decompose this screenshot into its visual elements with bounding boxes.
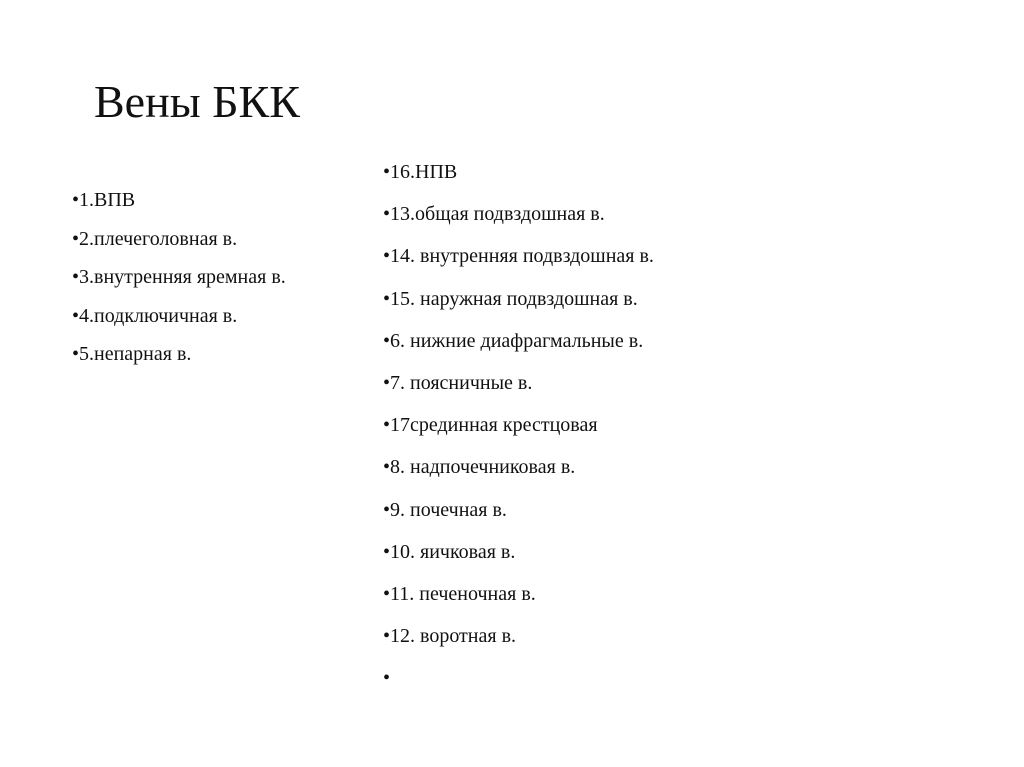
bullet-icon: • (72, 189, 80, 211)
list-item-text: 17срединная крестцовая (390, 414, 598, 437)
bullet-icon: • (383, 414, 391, 437)
right-bullet-list (383, 158, 654, 706)
list-item (383, 622, 654, 664)
bullet-icon: • (383, 498, 391, 521)
list-item-text: 6. нижние диафрагмальные в. (390, 329, 644, 352)
list-item-text: 13.общая подвздошная в. (390, 203, 605, 226)
list-item-empty (383, 664, 654, 706)
list-item-text: 8. надпочечниковая в. (390, 456, 576, 479)
list-item (383, 285, 654, 327)
list-item (383, 580, 654, 622)
list-item (72, 186, 286, 225)
list-item (383, 496, 654, 538)
list-item-text: 3.внутренняя яремная в. (79, 266, 286, 288)
bullet-icon: • (383, 667, 391, 690)
bullet-icon: • (383, 245, 391, 268)
bullet-icon: • (383, 371, 391, 394)
bullet-icon: • (383, 456, 391, 479)
left-bullet-list (72, 186, 286, 379)
list-item (72, 302, 286, 341)
list-item-text: 9. почечная в. (390, 498, 507, 521)
bullet-icon: • (383, 203, 391, 226)
list-item-text: 10. яичковая в. (390, 540, 516, 563)
bullet-icon: • (72, 227, 80, 250)
bullet-icon: • (383, 540, 391, 563)
bullet-icon: • (383, 582, 391, 605)
list-item (383, 242, 654, 284)
list-item (72, 340, 286, 379)
list-item-text: 4.подключичная в. (79, 304, 238, 327)
list-item-text: 2.плечеголовная в. (79, 227, 238, 250)
list-item (383, 411, 654, 453)
list-item-text: 15. наружная подвздошная в. (390, 287, 638, 310)
list-item (72, 225, 286, 264)
list-item (383, 200, 654, 242)
list-item-text: 14. внутренняя подвздошная в. (390, 245, 654, 268)
bullet-icon: • (72, 304, 80, 327)
slide-title: Вены БКК (94, 76, 300, 127)
list-item (383, 158, 654, 200)
bullet-icon: • (72, 343, 80, 365)
bullet-icon: • (383, 625, 391, 648)
list-item (383, 369, 654, 411)
list-item (383, 453, 654, 495)
list-item (72, 263, 286, 302)
list-item-text: 12. воротная в. (390, 625, 517, 648)
bullet-icon: • (72, 266, 80, 288)
list-item-text: 7. поясничные в. (390, 371, 533, 394)
bullet-icon: • (383, 287, 391, 310)
list-item-text: 11. печеночная в. (390, 582, 536, 605)
list-item-text: 1.ВПВ (79, 189, 136, 211)
bullet-icon: • (383, 161, 391, 183)
list-item (383, 538, 654, 580)
list-item-text: 5.непарная в. (79, 343, 192, 365)
bullet-icon: • (383, 329, 391, 352)
list-item-text: 16.НПВ (390, 161, 458, 183)
list-item (383, 327, 654, 369)
